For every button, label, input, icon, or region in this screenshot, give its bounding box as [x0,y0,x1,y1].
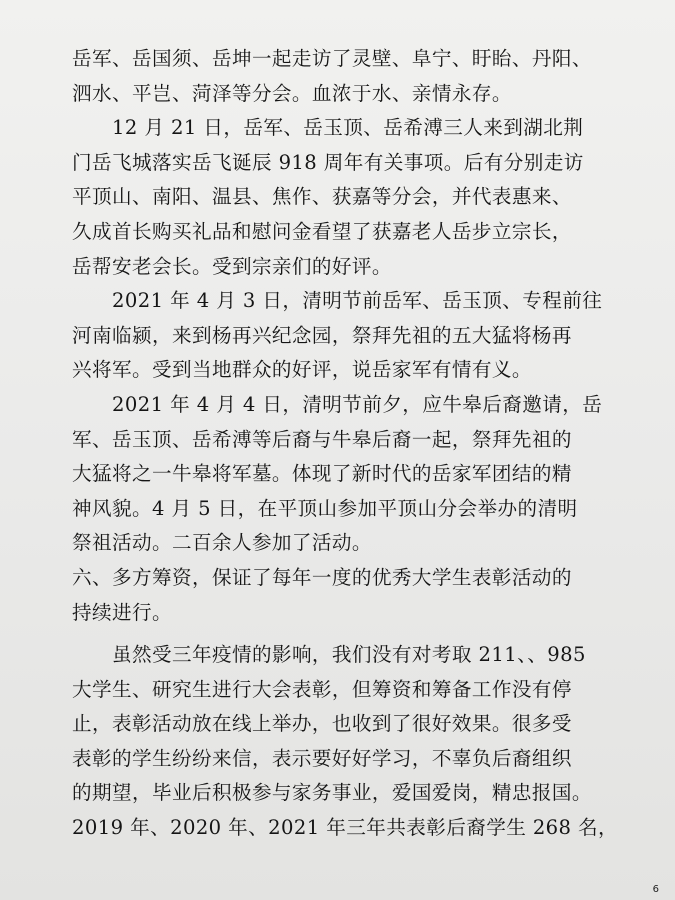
document-body [72,42,625,846]
text-line: 河南临颍，来到杨再兴纪念园，祭拜先祖的五大猛将杨再 [72,323,572,347]
text-line: 表彰的学生纷纷来信，表示要好好学习，不辜负后裔组织 [72,746,572,770]
text-line: 六、多方筹资，保证了每年一度的优秀大学生表彰活动的 [72,565,572,589]
text-line: 神风貌。4 月 5 日，在平顶山参加平顶山分会举办的清明 [72,496,578,520]
text-line: 止，表彰活动放在线上举办，也收到了很好效果。很多受 [72,712,572,736]
paragraph-spacer [72,630,625,638]
text-line: 泗水、平岂、菏泽等分会。血浓于水、亲情永存。 [72,81,512,105]
text-line: 大猛将之一牛皋将军墓。体现了新时代的岳家军团结的精 [72,462,572,486]
text-line: 12 月 21 日，岳军、岳玉顶、岳希溥三人来到湖北荆 [112,116,584,140]
text-line: 军、岳玉顶、岳希溥等后裔与牛皋后裔一起，祭拜先祖的 [72,427,572,451]
text-line: 持续进行。 [72,600,172,624]
text-line: 祭祖活动。二百余人参加了活动。 [72,531,372,555]
text-line: 岳军、岳国须、岳坤一起走访了灵壁、阜宁、盱眙、丹阳、 [72,47,592,70]
text-line: 门岳飞城落实岳飞诞辰 918 周年有关事项。后有分别走访 [72,150,584,174]
text-line: 2021 年 4 月 3 日，清明节前岳军、岳玉顶、专程前往 [112,289,603,313]
text-line: 的期望，毕业后积极参与家务事业，爱国爱岗，精忠报国。 [72,781,592,805]
text-line: 兴将军。受到当地群众的好评，说岳家军有情有义。 [72,358,532,382]
text-line: 2019 年、2020 年、2021 年三年共表彰后裔学生 268 名， [72,816,619,840]
text-line: 岳帮安老会长。受到宗亲们的好评。 [72,254,392,278]
text-line: 大学生、研究生进行大会表彰，但筹资和筹备工作没有停 [72,677,572,701]
text-line: 2021 年 4 月 4 日，清明节前夕，应牛皋后裔邀请，岳 [112,392,603,416]
page-number: 6 [652,884,659,895]
text-line: 久成首长购买礼品和慰问金看望了获嘉老人岳步立宗长， [72,219,572,243]
text-line: 平顶山、南阳、温县、焦作、获嘉等分会，并代表惠来、 [72,185,572,209]
text-line: 虽然受三年疫情的影响，我们没有对考取 211、、985 [112,643,586,667]
